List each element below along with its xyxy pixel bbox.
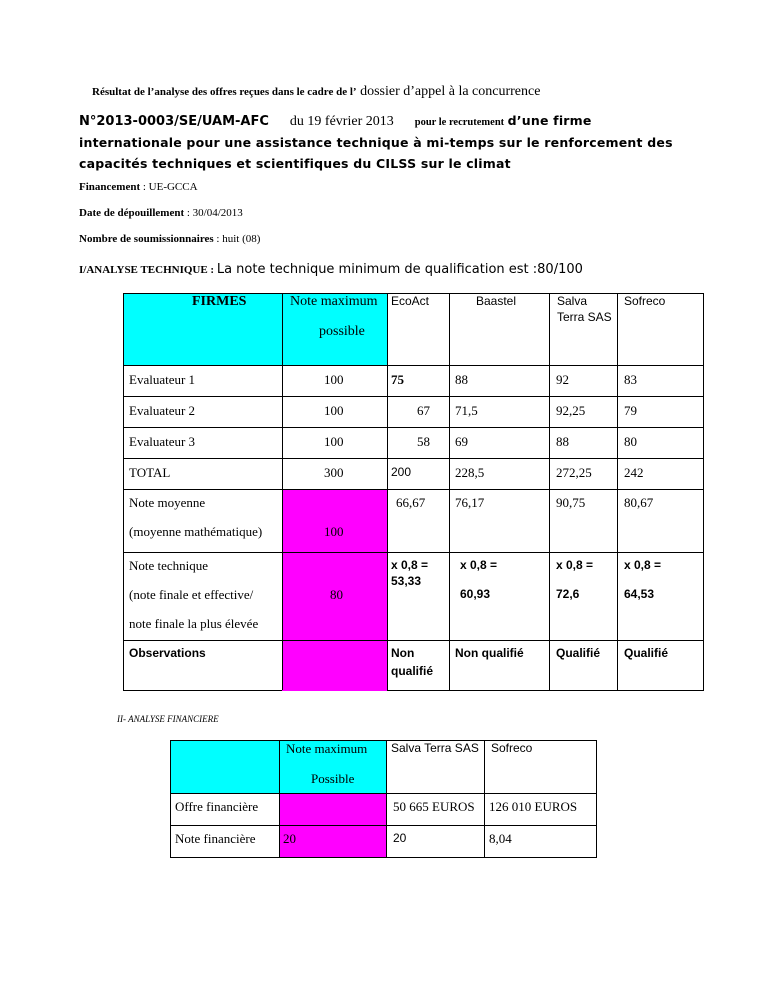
fin-value: 126 010 EUROS: [489, 799, 578, 814]
row-label: Evaluateur 3: [129, 434, 196, 449]
fin-header-possible: Possible: [311, 771, 355, 786]
intro-small: pour le recrutement: [414, 117, 505, 128]
row-line: [171, 793, 596, 794]
col-line: [549, 294, 550, 690]
obs-value: Qualifié: [556, 646, 601, 660]
financement-value: : UE-GCCA: [140, 181, 198, 193]
cell-value: 60,93: [460, 587, 491, 601]
cell-value: 92: [556, 372, 569, 387]
technique-max: 80: [330, 587, 343, 602]
cell-value: 72,6: [556, 587, 580, 601]
col-line: [387, 294, 388, 690]
cell-value: 242: [624, 465, 644, 480]
col-line: [279, 741, 280, 857]
section1-label: I/ANALYSE TECHNIQUE :: [79, 264, 217, 276]
row-label: Evaluateur 1: [129, 372, 196, 387]
col-line: [386, 741, 387, 857]
row-line: [124, 552, 703, 553]
fin-header-fill-left: [171, 741, 279, 793]
cell-value: 88: [455, 372, 468, 387]
row-label-technique-sub: (note finale et effective/: [129, 587, 254, 602]
row-line: [124, 396, 703, 397]
moyenne-max: 100: [324, 524, 344, 539]
date-value: : 30/04/2013: [184, 207, 243, 219]
row-line: [124, 640, 703, 641]
cell-value: 58: [417, 434, 430, 449]
fin-header-firm: Sofreco: [491, 741, 533, 755]
header-note-max: Note maximum: [290, 294, 378, 309]
row-line: [171, 825, 596, 826]
cell-value: 200: [391, 465, 412, 479]
row-label-technique: Note technique: [129, 558, 209, 573]
mult: x 0,8 =: [460, 558, 498, 572]
obs-value: Non qualifié: [455, 646, 524, 660]
offre-label: Offre financière: [175, 799, 259, 814]
mult: x 0,8 =: [556, 558, 594, 572]
document-heading: [92, 84, 540, 100]
fin-value: 8,04: [489, 831, 512, 846]
row-line: [124, 365, 703, 366]
cell-value: 69: [455, 434, 468, 449]
row-max: 100: [324, 403, 344, 418]
cell-value: 80,67: [624, 495, 654, 510]
obs-value: Qualifié: [624, 646, 669, 660]
financement-label: Financement: [79, 181, 141, 193]
cell-value: 272,25: [556, 465, 592, 480]
obs-value: qualifié: [391, 664, 434, 678]
date-label: Date de dépouillement: [79, 207, 185, 219]
heading-bold: Résultat de l’analyse des offres reçues dans le cadre de l’: [92, 86, 357, 98]
row-line: [124, 427, 703, 428]
fin-header-note-max: Note maximum: [286, 741, 368, 756]
intro-tail1: d’une firme: [507, 113, 592, 128]
note-label: Note financière: [175, 831, 256, 846]
header-firm-ecoact: EcoAct: [391, 294, 430, 308]
intro-tail3: capacités techniques et scientifiques du CILSS sur le climat: [79, 156, 511, 171]
row-max: 300: [324, 465, 344, 480]
row-max: 100: [324, 372, 344, 387]
cell-value: 71,5: [455, 403, 478, 418]
row-label-moyenne-sub: (moyenne mathématique): [129, 524, 263, 539]
cell-value: 80: [624, 434, 637, 449]
intro-date: du 19 février 2013: [289, 114, 394, 129]
reference-number: N°2013-0003/SE/UAM-AFC: [79, 114, 269, 129]
meta-financement: [79, 181, 198, 193]
section-financial-title: II- ANALYSE FINANCIERE: [117, 714, 219, 724]
header-firmes: FIRMES: [192, 294, 247, 309]
row-label-moyenne: Note moyenne: [129, 495, 206, 510]
row-line: [124, 489, 703, 490]
intro-tail2: internationale pour une assistance technique à mi-temps sur le renforcement des: [79, 135, 673, 150]
cell-value: 75: [391, 372, 404, 387]
header-firm-sofreco: Sofreco: [624, 294, 666, 308]
row-label-technique-sub2: note finale la plus élevée: [129, 616, 259, 631]
cell-value: 64,53: [624, 587, 655, 601]
technical-table: [123, 293, 704, 691]
section1-text: La note technique minimum de qualification est :80/100: [216, 262, 583, 277]
row-label-observations: Observations: [129, 646, 206, 660]
row-label: TOTAL: [129, 465, 171, 480]
header-possible: possible: [319, 324, 365, 339]
bidders-label: Nombre de soumissionnaires: [79, 233, 214, 245]
cell-value: 67: [417, 403, 430, 418]
cell-value: 66,67: [396, 495, 426, 510]
fin-value: 50 665 EUROS: [393, 799, 475, 814]
col-line: [617, 294, 618, 690]
obs-value: Non: [391, 646, 415, 660]
row-line: [124, 458, 703, 459]
cell-value: 88: [556, 434, 569, 449]
col-line: [484, 741, 485, 857]
row-max: 100: [324, 434, 344, 449]
header-firm-salva: Salva: [557, 294, 588, 308]
cell-value: 79: [624, 403, 637, 418]
cell-value: 228,5: [455, 465, 485, 480]
heading-rest: dossier d’appel à la concurrence: [356, 84, 541, 99]
cell-value: 90,75: [556, 495, 586, 510]
bidders-value: : huit (08): [213, 233, 261, 245]
meta-date: [79, 207, 243, 219]
cell-value: 92,25: [556, 403, 586, 418]
header-firm-baastel: Baastel: [476, 294, 517, 308]
cell-value: 76,17: [455, 495, 485, 510]
fin-note-max: 20: [283, 831, 296, 846]
meta-bidders: [79, 233, 260, 245]
financial-table: [170, 740, 597, 858]
header-firm-terra: Terra SAS: [557, 310, 612, 324]
intro-paragraph: [79, 111, 704, 175]
col-line: [282, 294, 283, 690]
col-line: [449, 294, 450, 690]
mult: x 0,8 =: [624, 558, 662, 572]
mult: x 0,8 =: [391, 558, 429, 572]
section-technical-title: [79, 262, 583, 277]
fin-value: 20: [393, 831, 407, 845]
cell-value: 53,33: [391, 574, 422, 588]
row-label: Evaluateur 2: [129, 403, 196, 418]
fin-header-firm: Salva Terra SAS: [391, 741, 479, 755]
cell-value: 83: [624, 372, 637, 387]
